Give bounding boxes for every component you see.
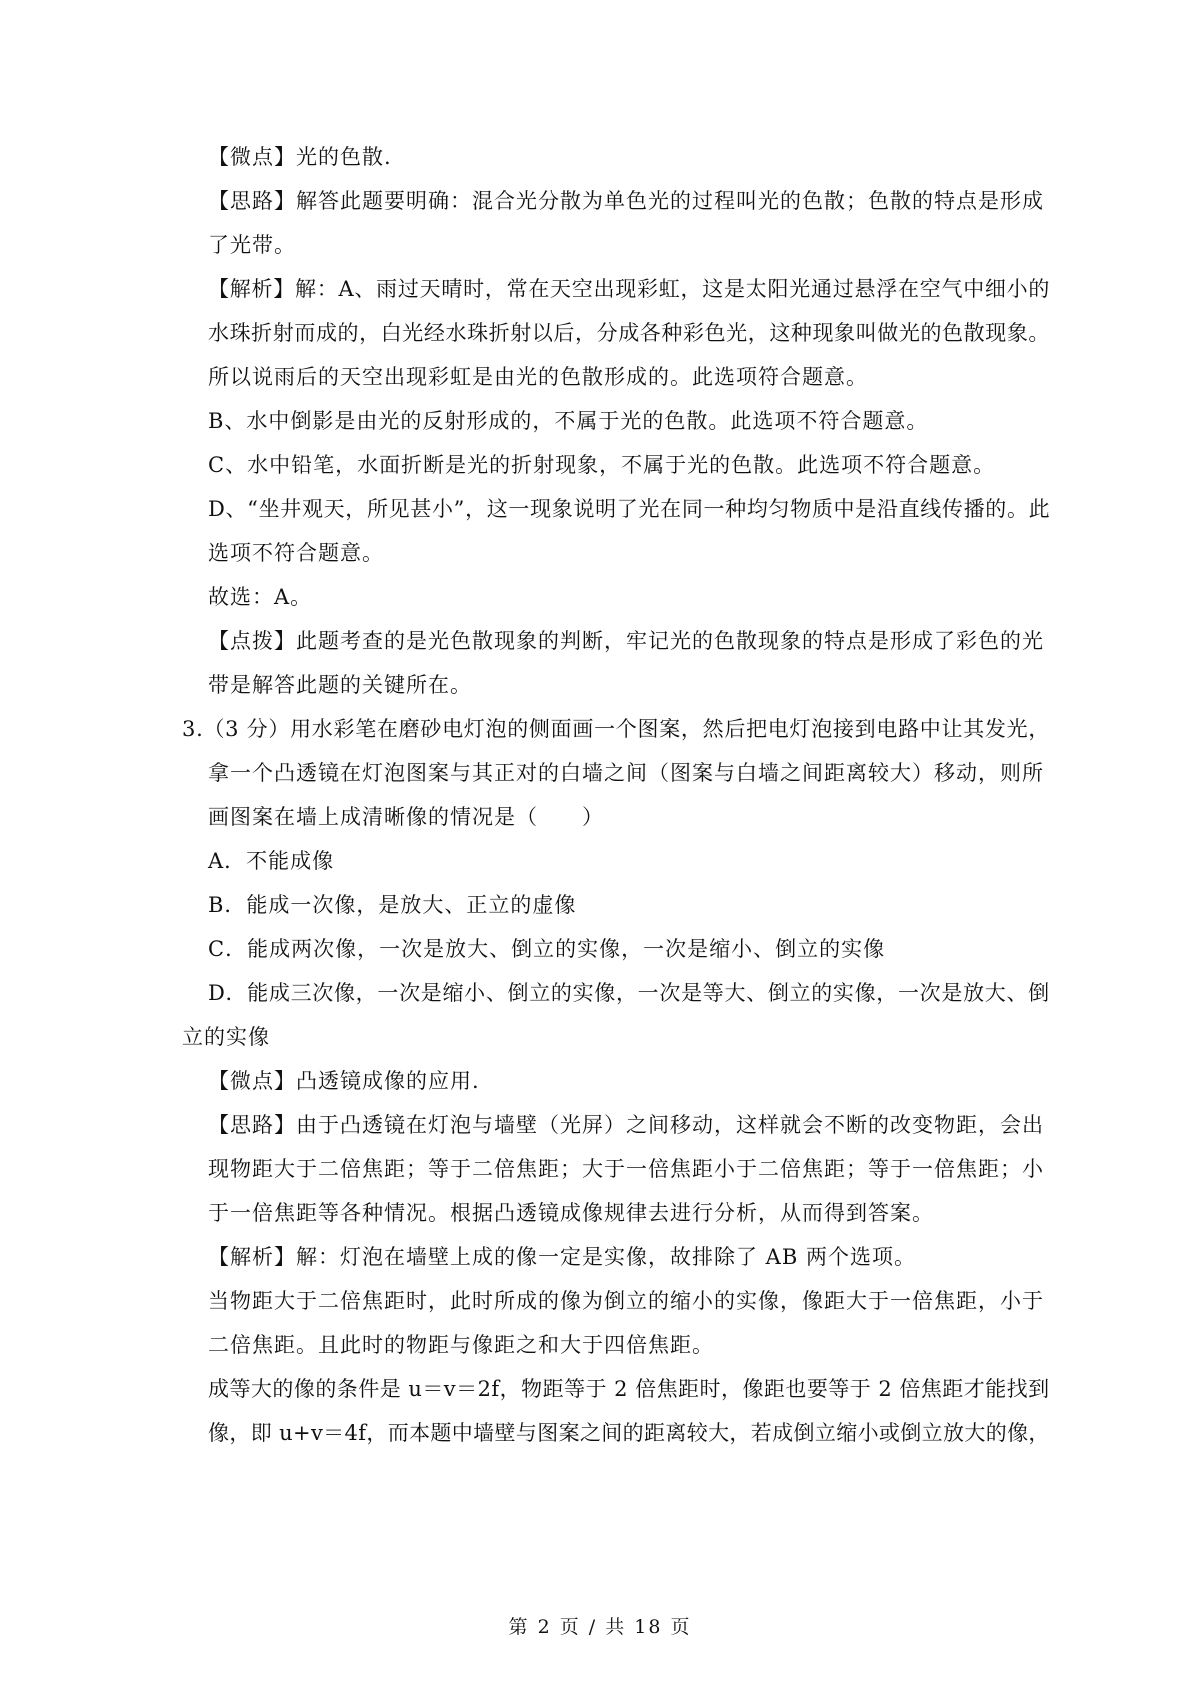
q3-idea-line-1: 【思路】由于凸透镜在灯泡与墙壁（光屏）之间移动，这样就会不断的改变物距，会出 [208, 1113, 1044, 1137]
q2-analysis-line-2: 水珠折射而成的，白光经水珠折射以后，分成各种彩色光，这种现象叫做光的色散现象。 [208, 321, 1050, 345]
q2-option-b-explanation: B、水中倒影是由光的反射形成的，不属于光的色散。此选项不符合题意。 [208, 409, 929, 433]
q2-tip-line-1: 【点拨】此题考查的是光色散现象的判断，牢记光的色散现象的特点是形成了彩色的光 [208, 629, 1044, 653]
q3-idea-line-2: 现物距大于二倍焦距；等于二倍焦距；大于一倍焦距小于二倍焦距；等于一倍焦距；小 [208, 1157, 1044, 1181]
q3-analysis-line-1: 【解析】解：灯泡在墙壁上成的像一定是实像，故排除了 AB 两个选项。 [208, 1245, 916, 1269]
q3-analysis-line-2: 当物距大于二倍焦距时，此时所成的像为倒立的缩小的实像，像距大于一倍焦距，小于 [208, 1289, 1044, 1313]
q3-stem-line-1: 3.（3 分）用水彩笔在磨砂电灯泡的侧面画一个图案，然后把电灯泡接到电路中让其发光， [182, 717, 1051, 741]
q3-option-a: A．不能成像 [208, 849, 335, 873]
q3-option-c: C．能成两次像，一次是放大、倒立的实像，一次是缩小、倒立的实像 [208, 937, 886, 961]
q3-stem-line-3: 画图案在墙上成清晰像的情况是（ ） [208, 805, 604, 829]
q3-analysis-line-4: 成等大的像的条件是 u＝v＝2f，物距等于 2 倍焦距时，像距也要等于 2 倍焦距才能找到 [208, 1377, 1050, 1401]
q3-option-d-line-2: 立的实像 [182, 1025, 270, 1049]
q2-answer: 故选：A。 [208, 585, 313, 609]
q3-stem-line-2: 拿一个凸透镜在灯泡图案与其正对的白墙之间（图案与白墙之间距离较大）移动，则所 [208, 761, 1044, 785]
q2-idea-line-1: 【思路】解答此题要明确：混合光分散为单色光的过程叫光的色散；色散的特点是形成 [208, 189, 1044, 213]
q2-tip-line-2: 带是解答此题的关键所在。 [208, 673, 472, 697]
q2-option-d-explanation-2: 选项不符合题意。 [208, 541, 384, 565]
q2-option-d-explanation-1: D、“坐井观天，所见甚小”，这一现象说明了光在同一种均匀物质中是沿直线传播的。此 [208, 497, 1051, 521]
q3-option-d-line-1: D．能成三次像，一次是缩小、倒立的实像，一次是等大、倒立的实像，一次是放大、倒 [208, 981, 1050, 1005]
q2-point-line: 【微点】光的色散. [208, 145, 392, 169]
q3-option-b: B．能成一次像，是放大、正立的虚像 [208, 893, 577, 917]
q2-analysis-line-3: 所以说雨后的天空出现彩虹是由光的色散形成的。此选项符合题意。 [208, 365, 868, 389]
q3-point-line: 【微点】凸透镜成像的应用. [208, 1069, 480, 1093]
page-footer: 第 2 页 / 共 18 页 [508, 1616, 692, 1638]
q3-analysis-line-3: 二倍焦距。且此时的物距与像距之和大于四倍焦距。 [208, 1333, 714, 1357]
q3-idea-line-3: 于一倍焦距等各种情况。根据凸透镜成像规律去进行分析，从而得到答案。 [208, 1201, 934, 1225]
q2-option-c-explanation: C、水中铅笔，水面折断是光的折射现象，不属于光的色散。此选项不符合题意。 [208, 453, 996, 477]
q3-analysis-line-5: 像，即 u+v＝4f，而本题中墙壁与图案之间的距离较大，若成倒立缩小或倒立放大的像， [208, 1421, 1050, 1445]
q2-analysis-line-1: 【解析】解：A、雨过天晴时，常在天空出现彩虹，这是太阳光通过悬浮在空气中细小的 [208, 277, 1051, 301]
q2-idea-line-2: 了光带。 [208, 233, 296, 257]
